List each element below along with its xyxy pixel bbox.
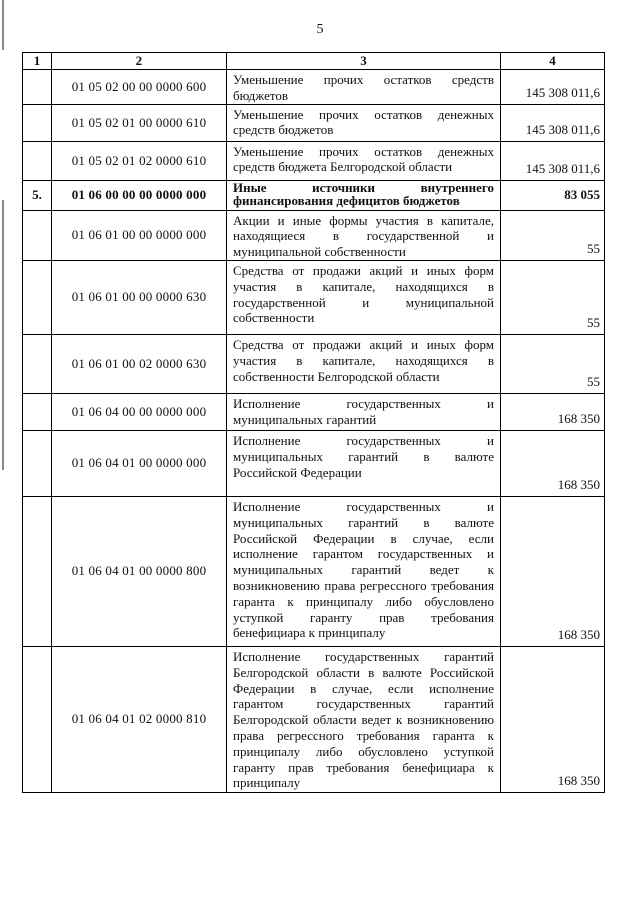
budget-code: 01 06 04 01 00 0000 000 [52,430,227,496]
row-amount: 168 350 [501,430,605,496]
row-amount: 145 308 011,6 [501,104,605,141]
row-amount: 168 350 [501,393,605,430]
row-description: Уменьшение прочих остатков денежных средств бюджетов [227,104,501,141]
row-amount: 55 [501,210,605,260]
row-amount: 145 308 011,6 [501,141,605,180]
row-description: Средства от продажи акций и иных форм участия в капитале, находящихся в собственности Белгородской области [227,334,501,393]
budget-code: 01 05 02 01 00 0000 610 [52,104,227,141]
header-row [23,53,605,70]
row-number [23,210,52,260]
table-row [23,104,605,141]
table-row [23,141,605,180]
row-amount: 83 055 [501,180,605,210]
row-number [23,104,52,141]
row-amount: 168 350 [501,496,605,646]
header-col-3: 3 [227,53,501,70]
row-number: 5. [23,180,52,210]
row-number [23,334,52,393]
row-description: Исполнение государственных гарантий Белгородской области в валюте Российской Федерации в случае, если исполнение гарантом государственных гарантий Белгородской области ведет к возникновению права регрессного требования гаранта к принципалу либо обусловлено уступкой гаранту прав требования бенефициара к принципалу [227,646,501,792]
scan-edge-mark [2,200,4,470]
sources-table [22,52,605,793]
row-amount: 168 350 [501,646,605,792]
table-row [23,70,605,105]
table-row [23,260,605,334]
header-col-1: 1 [23,53,52,70]
row-description: Уменьшение прочих остатков средств бюджетов [227,70,501,105]
budget-code: 01 06 01 00 00 0000 630 [52,260,227,334]
table-row [23,334,605,393]
row-amount: 55 [501,334,605,393]
row-description: Исполнение государственных и муниципальных гарантий в валюте Российской Федерации в случае, если исполнение гарантом государственных и муниципальных гарантий ведет к возникновению права регрессного требования гаранта к принципалу либо обусловлено уступкой гаранту прав требования бенефициара к принципалу [227,496,501,646]
budget-code: 01 06 04 01 00 0000 800 [52,496,227,646]
row-description: Исполнение государственных и муниципальных гарантий в валюте Российской Федерации [227,430,501,496]
row-amount: 55 [501,260,605,334]
budget-code: 01 06 01 00 02 0000 630 [52,334,227,393]
budget-code: 01 05 02 00 00 0000 600 [52,70,227,105]
row-number [23,260,52,334]
table-row [23,646,605,792]
row-description: Уменьшение прочих остатков денежных средств бюджета Белгородской области [227,141,501,180]
row-description: Акции и иные формы участия в капитале, находящиеся в государственной и муниципальной собственности [227,210,501,260]
budget-code: 01 06 00 00 00 0000 000 [52,180,227,210]
row-number [23,430,52,496]
row-description: Иные источники внутреннего финансирования дефицитов бюджетов [227,180,501,210]
budget-code: 01 06 04 00 00 0000 000 [52,393,227,430]
row-number [23,393,52,430]
header-col-2: 2 [52,53,227,70]
row-description: Исполнение государственных и муниципальных гарантий [227,393,501,430]
row-description: Средства от продажи акций и иных форм участия в капитале, находящихся в государственной и муниципальной собственности [227,260,501,334]
row-number [23,646,52,792]
table-row [23,496,605,646]
page-number: 5 [316,22,324,37]
budget-code: 01 05 02 01 02 0000 610 [52,141,227,180]
table-row [23,393,605,430]
row-number [23,141,52,180]
row-number [23,496,52,646]
budget-code: 01 06 04 01 02 0000 810 [52,646,227,792]
header-col-4: 4 [501,53,605,70]
budget-code: 01 06 01 00 00 0000 000 [52,210,227,260]
table-row-section [23,180,605,210]
row-amount: 145 308 011,6 [501,70,605,105]
table-row [23,210,605,260]
table-row [23,430,605,496]
row-number [23,70,52,105]
